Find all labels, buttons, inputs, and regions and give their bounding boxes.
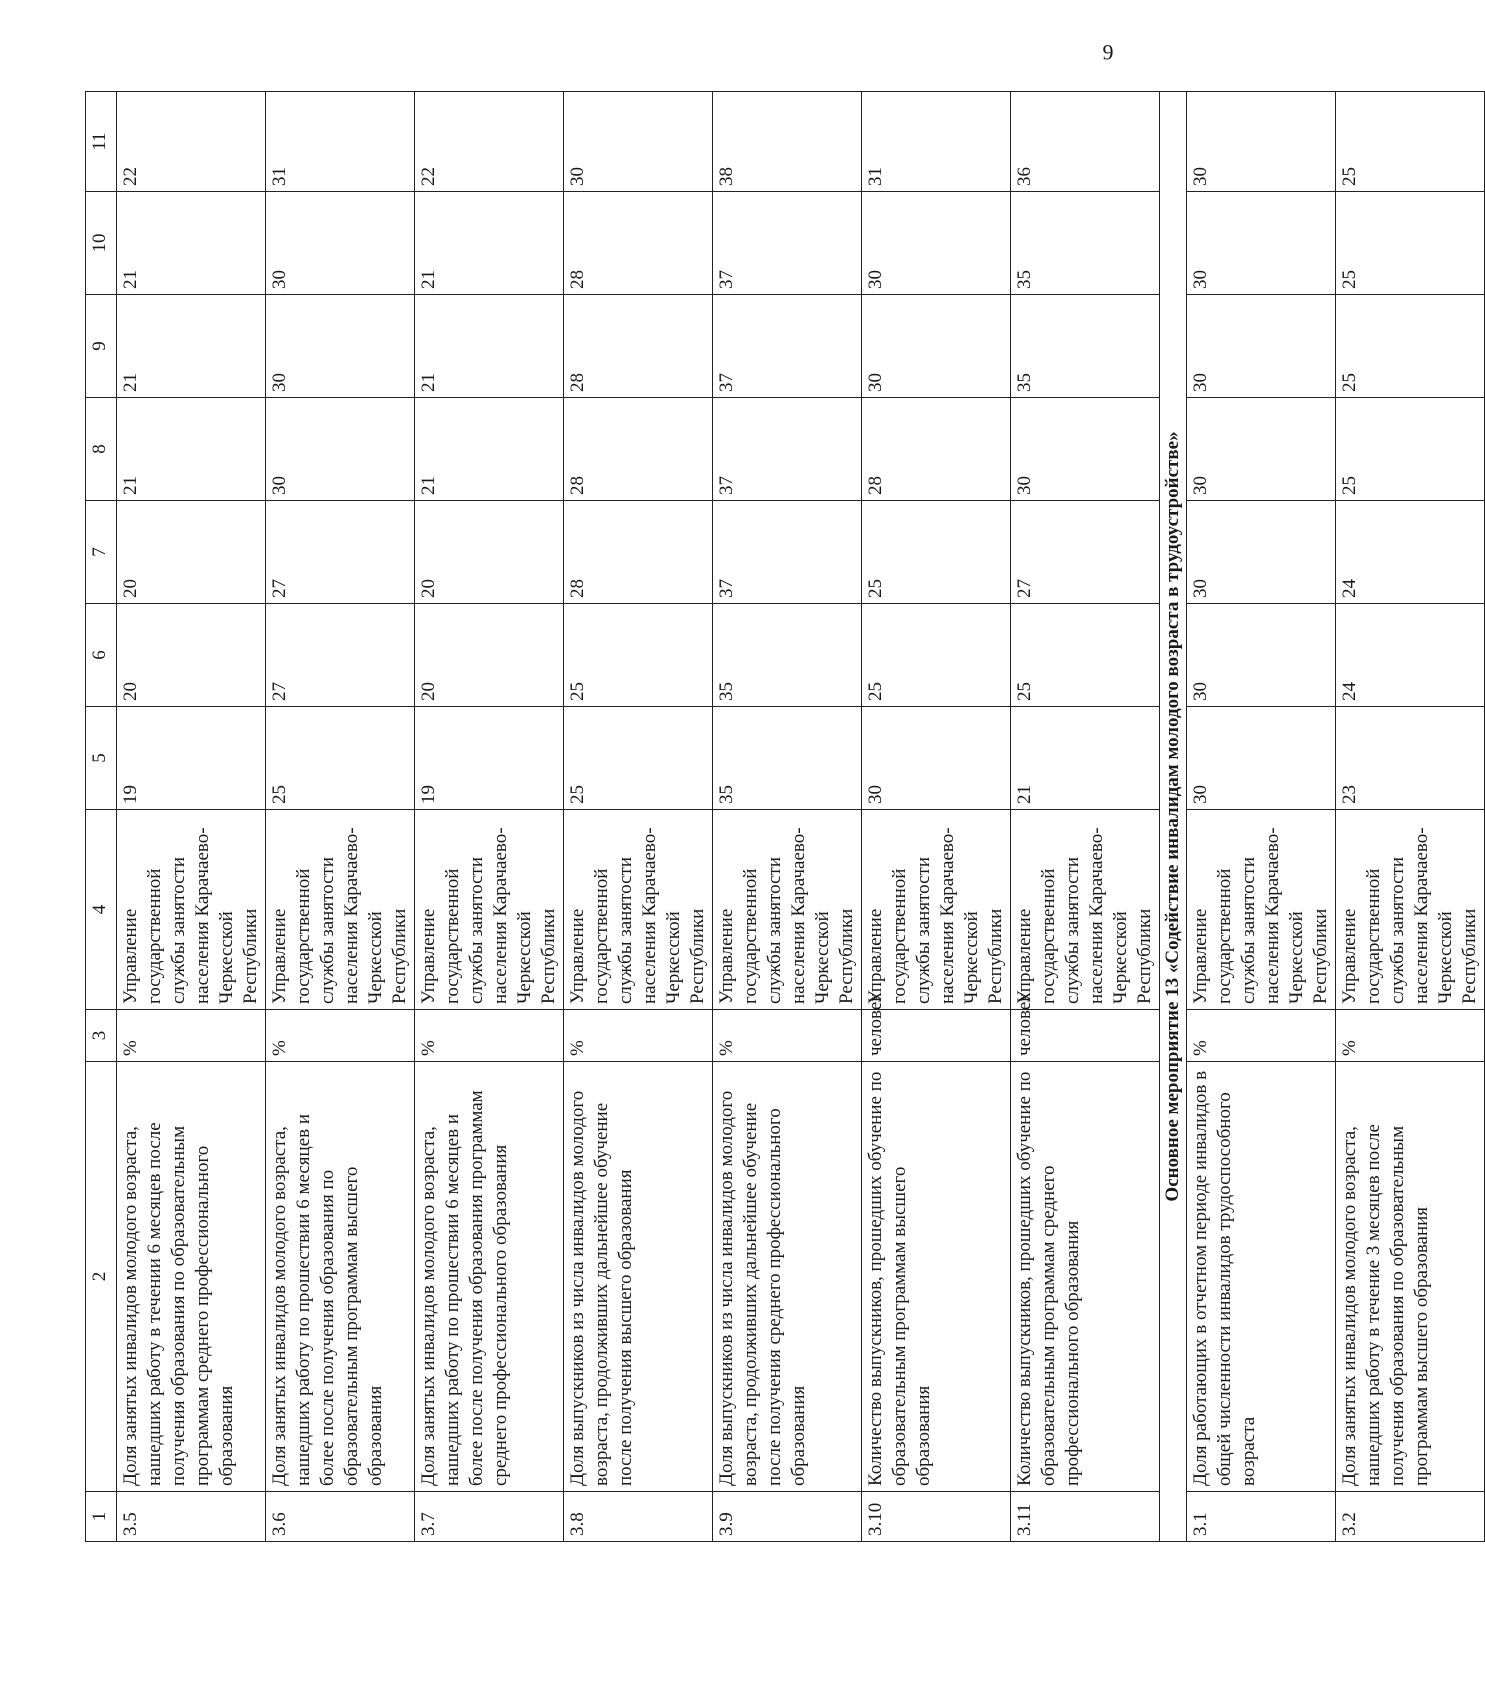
value-cell: 36 (1011, 92, 1160, 192)
indicator-name: Доля занятых инвалидов молодого возраста, нашедших работу в течении 6 месяцев после получения образования по образовательным программам среднего профессионального образования (117, 1062, 266, 1492)
value-cell: 28 (564, 192, 713, 295)
value-cell: 30 (266, 295, 415, 398)
table-row (117, 92, 266, 1542)
indicator-number: 3.7 (415, 1492, 564, 1542)
value-cell: 21 (117, 295, 266, 398)
table-row (266, 92, 415, 1542)
section-title: Основное мероприятие 13 «Содействие инвалидам молодого возраста в трудоустройстве» (1160, 92, 1187, 1542)
value-cell: 25 (564, 707, 713, 810)
header-cell: 7 (86, 501, 117, 604)
table-row (1011, 92, 1160, 1542)
value-cell: 30 (266, 192, 415, 295)
unit-of-measure: % (117, 1010, 266, 1062)
value-cell: 30 (1187, 501, 1336, 604)
indicator-number: 3.2 (1336, 1492, 1485, 1542)
indicator-number: 3.1 (1187, 1492, 1336, 1542)
unit-of-measure: человек (1011, 1010, 1160, 1062)
value-cell: 35 (713, 604, 862, 707)
value-cell: 21 (117, 398, 266, 501)
value-cell: 28 (564, 295, 713, 398)
unit-of-measure: % (1187, 1010, 1336, 1062)
value-cell: 30 (862, 192, 1011, 295)
value-cell: 30 (862, 295, 1011, 398)
value-cell: 25 (1011, 604, 1160, 707)
indicator-number: 3.8 (564, 1492, 713, 1542)
value-cell: 22 (415, 92, 564, 192)
value-cell: 25 (564, 604, 713, 707)
table-row (1336, 92, 1485, 1542)
table-row (713, 92, 862, 1542)
header-cell: 2 (86, 1062, 117, 1492)
value-cell: 25 (1336, 192, 1485, 295)
table-row (862, 92, 1011, 1542)
indicator-number: 3.11 (1011, 1492, 1160, 1542)
value-cell: 28 (564, 398, 713, 501)
value-cell: 20 (415, 604, 564, 707)
indicator-name: Доля выпускников из числа инвалидов молодого возраста, продолживших дальнейшее обучение после получения высшего образования (564, 1062, 713, 1492)
indicator-name: Доля занятых инвалидов молодого возраста, нашедших работу по прошествии 6 месяцев и более после получения образования по образовательным программам высшего образования (266, 1062, 415, 1492)
value-cell: 37 (713, 501, 862, 604)
indicator-name: Доля выпускников из числа инвалидов молодого возраста, продолживших дальнейшее обучение после получения среднего профессионального образования (713, 1062, 862, 1492)
value-cell: 20 (117, 604, 266, 707)
value-cell: 30 (1187, 707, 1336, 810)
indicator-number: 3.5 (117, 1492, 266, 1542)
section-row (1160, 92, 1187, 1542)
value-cell: 38 (713, 92, 862, 192)
unit-of-measure: % (1336, 1010, 1485, 1062)
value-cell: 21 (415, 295, 564, 398)
value-cell: 30 (1187, 604, 1336, 707)
value-cell: 21 (1011, 707, 1160, 810)
value-cell: 30 (266, 398, 415, 501)
value-cell: 25 (1336, 398, 1485, 501)
value-cell: 37 (713, 398, 862, 501)
value-cell: 30 (1011, 398, 1160, 501)
header-cell: 11 (86, 92, 117, 192)
indicator-number: 3.10 (862, 1492, 1011, 1542)
value-cell: 35 (713, 707, 862, 810)
indicator-number: 3.9 (713, 1492, 862, 1542)
responsible-organization: Управление государственной службы занятости населения Карачаево-Черкесской Республики (1336, 810, 1485, 1010)
table-row (564, 92, 713, 1542)
value-cell: 25 (862, 501, 1011, 604)
header-cell: 3 (86, 1010, 117, 1062)
value-cell: 37 (713, 295, 862, 398)
value-cell: 37 (713, 192, 862, 295)
value-cell: 35 (1011, 192, 1160, 295)
responsible-organization: Управление государственной службы занятости населения Карачаево-Черкесской Республики (117, 810, 266, 1010)
header-cell: 8 (86, 398, 117, 501)
header-cell: 10 (86, 192, 117, 295)
value-cell: 30 (1187, 398, 1336, 501)
value-cell: 21 (415, 398, 564, 501)
indicator-name: Доля занятых инвалидов молодого возраста, нашедших работу по прошествии 6 месяцев и более после получения образования программам среднего профессионального образования (415, 1062, 564, 1492)
value-cell: 31 (862, 92, 1011, 192)
header-cell: 4 (86, 810, 117, 1010)
header-cell: 6 (86, 604, 117, 707)
value-cell: 20 (415, 501, 564, 604)
value-cell: 24 (1336, 501, 1485, 604)
value-cell: 19 (415, 707, 564, 810)
responsible-organization: Управление государственной службы занятости населения Карачаево-Черкесской Республики (1187, 810, 1336, 1010)
value-cell: 25 (266, 707, 415, 810)
indicator-number: 3.6 (266, 1492, 415, 1542)
value-cell: 28 (564, 501, 713, 604)
indicator-name: Количество выпускников, прошедших обучение по образовательным программам среднего профессионального образования (1011, 1062, 1160, 1492)
value-cell: 21 (117, 192, 266, 295)
unit-of-measure: % (713, 1010, 862, 1062)
value-cell: 27 (266, 604, 415, 707)
indicator-name: Количество выпускников, прошедших обучение по образовательным программам высшего образования (862, 1062, 1011, 1492)
responsible-organization: Управление государственной службы занятости населения Карачаево-Черкесской Республики (1011, 810, 1160, 1010)
responsible-organization: Управление государственной службы занятости населения Карачаево-Черкесской Республики (415, 810, 564, 1010)
value-cell: 27 (1011, 501, 1160, 604)
value-cell: 25 (1336, 92, 1485, 192)
unit-of-measure: % (415, 1010, 564, 1062)
value-cell: 27 (266, 501, 415, 604)
value-cell: 19 (117, 707, 266, 810)
value-cell: 30 (564, 92, 713, 192)
responsible-organization: Управление государственной службы занятости населения Карачаево-Черкесской Республики (713, 810, 862, 1010)
value-cell: 20 (117, 501, 266, 604)
unit-of-measure: % (266, 1010, 415, 1062)
responsible-organization: Управление государственной службы занятости населения Карачаево-Черкесской Республики (266, 810, 415, 1010)
header-row (86, 92, 117, 1542)
value-cell: 25 (1336, 295, 1485, 398)
responsible-organization: Управление государственной службы занятости населения Карачаево-Черкесской Республики (564, 810, 713, 1010)
indicators-table (85, 91, 1485, 1542)
unit-of-measure: человек (862, 1010, 1011, 1062)
value-cell: 30 (1187, 92, 1336, 192)
value-cell: 35 (1011, 295, 1160, 398)
value-cell: 23 (1336, 707, 1485, 810)
value-cell: 31 (266, 92, 415, 192)
value-cell: 21 (415, 192, 564, 295)
value-cell: 25 (862, 604, 1011, 707)
table-row (415, 92, 564, 1542)
table-row (1187, 92, 1336, 1542)
header-cell: 1 (86, 1492, 117, 1542)
value-cell: 30 (1187, 192, 1336, 295)
value-cell: 24 (1336, 604, 1485, 707)
rotated-page (85, 2, 1480, 1602)
indicator-name: Доля занятых инвалидов молодого возраста, нашедших работу в течение 3 месяцев после получения образования по образовательным программам высшего образования (1336, 1062, 1485, 1492)
unit-of-measure: % (564, 1010, 713, 1062)
header-cell: 9 (86, 295, 117, 398)
value-cell: 30 (862, 707, 1011, 810)
indicator-name: Доля работающих в отчетном периоде инвалидов в общей численности инвалидов трудоспособного возраста (1187, 1062, 1336, 1492)
value-cell: 30 (1187, 295, 1336, 398)
value-cell: 22 (117, 92, 266, 192)
responsible-organization: Управление государственной службы занятости населения Карачаево-Черкесской Республики (862, 810, 1011, 1010)
page-number: 9 (1102, 39, 1114, 65)
header-cell: 5 (86, 707, 117, 810)
value-cell: 28 (862, 398, 1011, 501)
